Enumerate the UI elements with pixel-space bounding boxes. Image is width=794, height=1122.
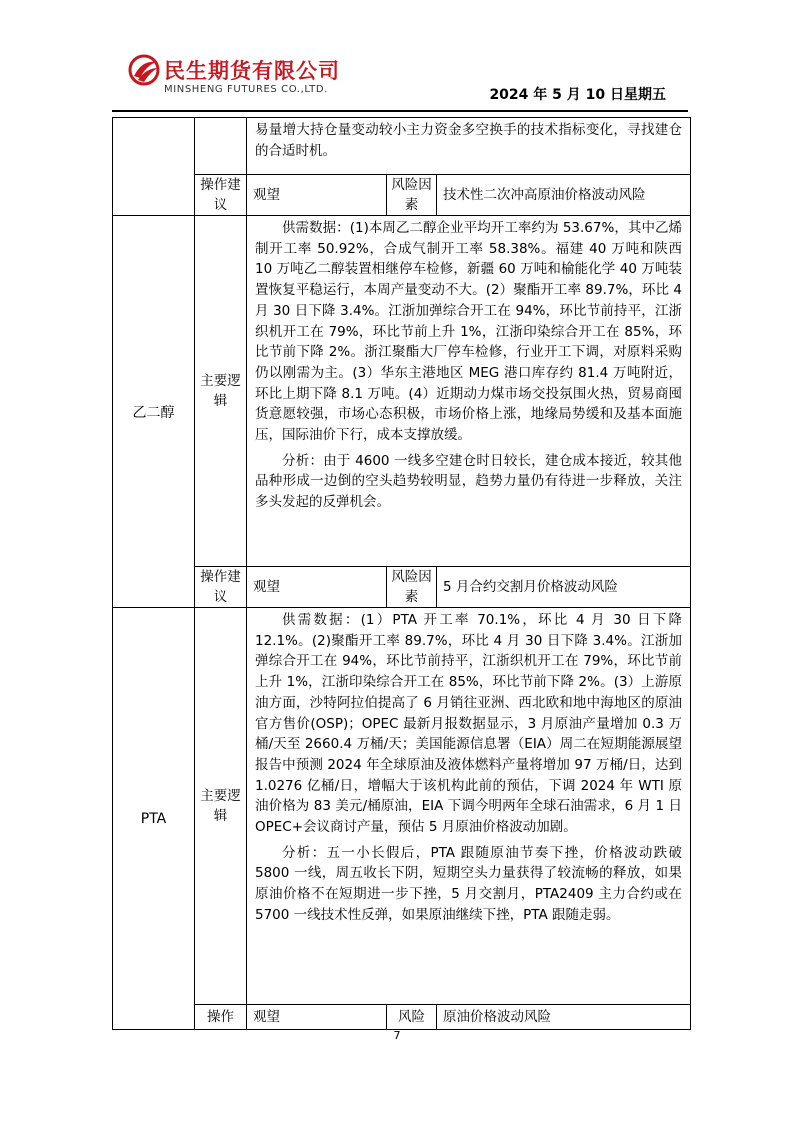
logic-cell (247, 608, 691, 1005)
op-label: 操作建议 (195, 175, 247, 216)
logic-cell (247, 118, 691, 175)
table-row (113, 216, 691, 567)
strategy-table (112, 117, 691, 1030)
supply-demand-text: 供需数据：(1)本周乙二醇企业平均开工率约为 53.67%，其中乙烯制开工率 50.92%，合成气制开工率 58.38%。福建 40 万吨和陕西 10 万吨乙二醇装置相继停车检修，新疆 60 万吨和榆能化学 40 万吨装置恢复平稳运行，本周产量变动不大。(2）聚酯开工率 89.7%，环比 4 月 30 日下降 3.4%。江浙加弹综合开工在 94%，环比节前持平，江浙织机开工在 79%，环比节前上升 1%，江浙印染综合开工在 85%，环比节前下降 2%。浙江聚酯大厂停车检修，行业开工下调，对原料采购仍以刚需为主。(3）华东主港地区 MEG 港口库存约 81.4 万吨附近，环比上期下降 8.1 万吨。(4）近期动力煤市场交投氛围火热，贸易商囤货意愿较强，市场心态积极，市场价格上涨，地缘局势缓和及基本面施压，国际油价下行，成本支撑放缓。 (255, 220, 683, 444)
minsheng-logo-icon (128, 54, 160, 86)
logic-label-cell-empty (195, 118, 247, 175)
op-value: 观望 (247, 1005, 387, 1030)
table-row (113, 567, 691, 608)
logic-text: 易量增大持仓量变动较小主力资金多空换手的技术指标变化，寻找建仓的合适时机。 (255, 122, 683, 159)
risk-label: 风险因素 (387, 567, 437, 608)
table-row (113, 118, 691, 175)
supply-demand-text: 供需数据：(1）PTA 开工率 70.1%，环比 4 月 30 日下降 12.1%。(2)聚酯开工率 89.7%，环比 4 月 30 日下降 3.4%。江浙加弹综合开工在 94%，环比节前持平，江浙织机开工在 79%，环比节前上升 1%，江浙印染综合开工在 85%，环比节前下降 2%。(3）上游原油方面，沙特阿拉伯提高了 6 月销往亚洲、西北欧和地中海地区的原油官方售价(OSP)；OPEC 最新月报数据显示，3 月原油产量增加 0.3 万桶/天至 2660.4 万桶/天；美国能源信息署（EIA）周二在短期能源展望报告中预测 2024 年全球原油及液体燃料产量将增加 97 万桶/日，达到 1.0276 亿桶/日，增幅大于该机构此前的预估，下调 2024 年 WTI 原油价格为 83 美元/桶原油，EIA 下调今明两年全球石油需求，6 月 1 日 OPEC+会议商讨产量，预估 5 月原油价格波动加剧。 (255, 612, 683, 836)
op-label: 操作 (195, 1005, 247, 1030)
op-value: 观望 (247, 567, 387, 608)
op-value: 观望 (247, 175, 387, 216)
logic-label: 主要逻辑 (195, 608, 247, 1005)
product-cell-empty (113, 118, 195, 216)
table-row (113, 608, 691, 1005)
header-divider (112, 110, 688, 112)
risk-value: 技术性二次冲高原油价格波动风险 (437, 175, 691, 216)
risk-label: 风险因素 (387, 175, 437, 216)
risk-value: 5 月合约交割月价格波动风险 (437, 567, 691, 608)
risk-label: 风险 (387, 1005, 437, 1030)
table-row (113, 1005, 691, 1030)
page-number: 7 (393, 1029, 401, 1042)
risk-value: 原油价格波动风险 (437, 1005, 691, 1030)
logic-cell (247, 216, 691, 567)
product-name-meg: 乙二醇 (113, 216, 195, 608)
op-label: 操作建议 (195, 567, 247, 608)
table-row (113, 175, 691, 216)
report-date: 2024 年 5 月 10 日星期五 (489, 87, 666, 103)
page-header (0, 0, 794, 118)
company-name-cn: 民生期货有限公司 (164, 59, 340, 83)
product-name-pta: PTA (113, 608, 195, 1030)
logic-label: 主要逻辑 (195, 216, 247, 567)
company-name-en: MINSHENG FUTURES CO.,LTD. (164, 84, 328, 95)
analysis-text: 分析：五一小长假后，PTA 跟随原油节奏下挫，价格波动跌破 5800 一线，周五收长下阴，短期空头力量获得了较流畅的释放，如果原油价格不在短期进一步下挫，5 月交割月，PTA2409 主力合约或在 5700 一线技术性反弹，如果原油继续下挫，PTA 跟随走弱。 (255, 844, 683, 923)
analysis-text: 分析：由于 4600 一线多空建仓时日较长，建仓成本接近，较其他品种形成一边倒的空头趋势较明显，趋势力量仍有待进一步释放，关注多头发起的反弹机会。 (255, 452, 683, 511)
